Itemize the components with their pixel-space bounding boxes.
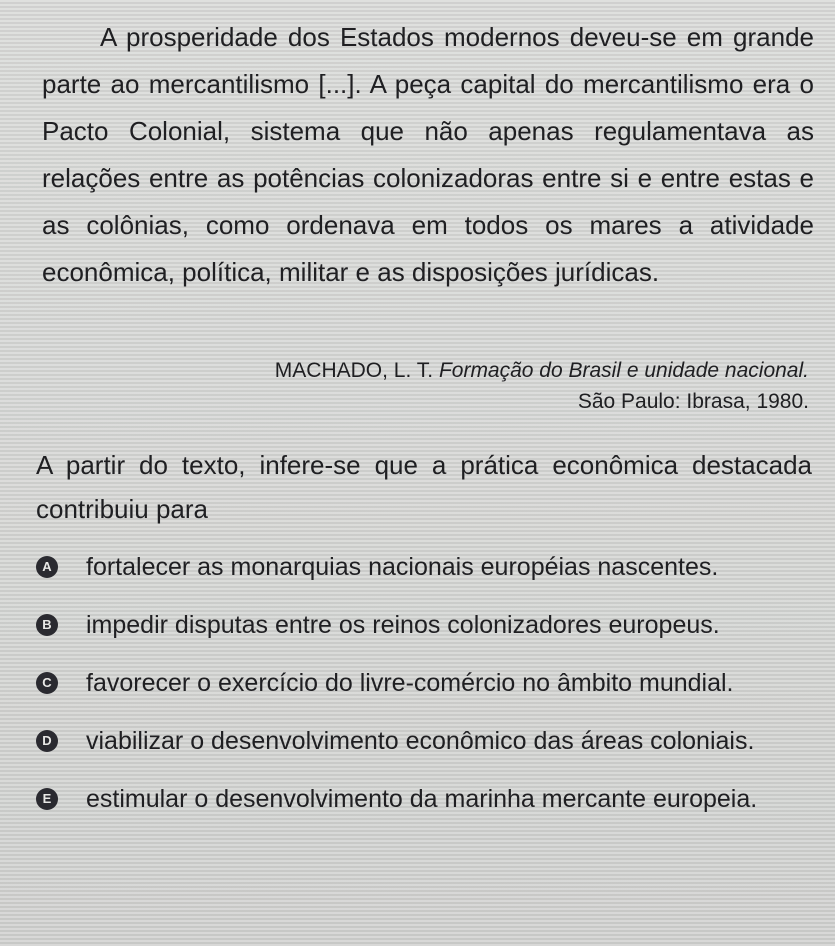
question-prompt: A partir do texto, infere-se que a prática econômica destacada contribuiu para [36,450,812,524]
option-c[interactable] [36,661,810,705]
option-b[interactable] [36,603,810,647]
option-c-text: favorecer o exercício do livre-comércio no âmbito mundial. [86,669,734,697]
option-b-text: impedir disputas entre os reinos colonizadores europeus. [86,611,720,639]
option-d-badge[interactable]: D [36,730,58,752]
option-a-text: fortalecer as monarquias nacionais européias nascentes. [86,553,719,581]
citation-publisher: São Paulo: Ibrasa, 1980. [577,390,809,413]
citation-title: Formação do Brasil e unidade nacional. [438,359,809,382]
option-e-badge[interactable]: E [36,788,58,810]
citation [189,355,809,417]
option-d[interactable] [36,719,810,763]
option-b-badge[interactable]: B [36,614,58,636]
option-a-badge[interactable]: A [36,556,58,578]
source-passage: A prosperidade dos Estados modernos deveu-se em grande parte ao mercantilismo [...]. A peça capital do mercantilismo era o Pacto Colonial, sistema que não apenas regulamentava as relações entre as potências colonizadoras entre si e entre estas e as colônias, como ordenava em todos os mares a atividade econômica, política, militar e as disposições jurídicas. [42,22,814,287]
option-e-text: estimular o desenvolvimento da marinha mercante europeia. [86,785,758,813]
answer-options [36,545,810,835]
citation-line-1 [189,355,809,386]
option-a[interactable] [36,545,810,589]
citation-author: MACHADO, L. T. [274,359,434,382]
option-c-badge[interactable]: C [36,672,58,694]
option-e[interactable] [36,777,810,821]
option-d-text: viabilizar o desenvolvimento econômico das áreas coloniais. [86,727,755,755]
